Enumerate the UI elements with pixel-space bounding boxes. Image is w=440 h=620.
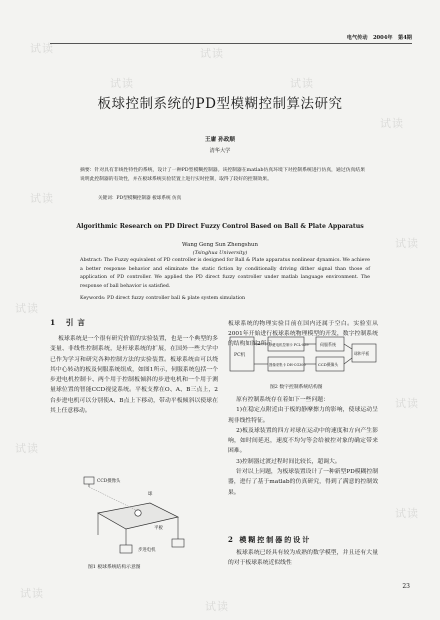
page-number: 23 bbox=[402, 583, 410, 590]
paragraph: 板球系统是一个很有研究价值的实验装置，也是一个典型的多变量、非线性控制系统，是杆球系统的扩展，在国外一些大学中已作为学习和研究各种控制方法的实验装置。板球系统由可以绕其中心转动的板及伺服系统组成，如图1所示，伺服系统包括一个步进电机控制卡、两个用于控制板倾斜的步进电机和一个用于测量球位置的智能CCD视觉系统。平板支撑在O、A、B三点上，2台步进电机可以分别使A、B点上下移动，带动平板倾斜以使球在其上任意移动。 bbox=[50, 336, 218, 415]
watermark: 试读 bbox=[380, 117, 404, 130]
title-cn: 板球控制系统的PD型模糊控制算法研究 bbox=[97, 96, 343, 112]
figure-1-caption: 图1 板球系统结构示意图 bbox=[88, 565, 141, 570]
watermark: 试读 bbox=[395, 237, 419, 250]
paragraph: 原有控制系统存在着如下一些问题： bbox=[236, 397, 329, 403]
watermark: 试读 bbox=[30, 42, 54, 55]
watermark: 试读 bbox=[20, 587, 44, 600]
fig2-label: PC机 bbox=[234, 353, 246, 358]
figure-2-diagram bbox=[228, 334, 378, 376]
figure-1-diagram bbox=[78, 473, 198, 555]
keywords-en: Keywords: PD direct fuzzy controller ball & plate system simulation bbox=[80, 296, 246, 301]
fig1-label: 步进电机 bbox=[138, 548, 156, 553]
watermark: 试读 bbox=[395, 507, 419, 520]
watermark: 试读 bbox=[15, 442, 39, 455]
section-title: 模糊控制器的设计 bbox=[239, 535, 312, 544]
title-en: Algorithmic Research on PD Direct Fuzzy Control Based on Ball & Plate Apparatus bbox=[76, 223, 364, 230]
paragraph: 板球系统的物理实验目前在国内还属于空白。实验室从2001年开始进行板球系统物理模型的开发，数字控制系统的结构如图2所示。 bbox=[228, 320, 378, 347]
header-rule bbox=[50, 43, 412, 44]
paragraph: 3)控制器过渡过程时间比较长，超调大。 bbox=[236, 458, 341, 465]
section-number: 2 bbox=[228, 535, 235, 544]
paragraph: 1)在稳定点附近由于板的静摩擦力的影响，使球运动呈现非线性特征。 bbox=[228, 407, 378, 424]
fig1-label: 球 bbox=[148, 492, 153, 497]
abstract-cn: 摘要：针对具有非线性特性的系统，设计了一种PD型模糊控制器。该控制器在matlab仿真环境下对控制系统进行仿真，通过仿真结果说明此控制器的有效性，并在板球系统实验装置上进行实时控制，取得了较好的控制效果。 bbox=[80, 168, 365, 182]
paragraph: 板球系统已经具有较为成熟的数学模型，并且还有大量的对于板球系统近似线性 bbox=[228, 550, 378, 567]
ball bbox=[135, 510, 141, 516]
section-title: 引言 bbox=[65, 318, 89, 327]
fig1-label: CCD摄像头 bbox=[97, 479, 121, 484]
fig1-label: 平板 bbox=[154, 526, 163, 531]
journal-issue: 第4期 bbox=[398, 35, 412, 41]
journal-year: 2004年 bbox=[372, 35, 393, 41]
fig2-label: 球和平板 bbox=[354, 351, 370, 356]
authors-cn: 王庸 孙政顺 bbox=[205, 137, 235, 143]
watermark: 试读 bbox=[290, 77, 314, 90]
running-header bbox=[347, 34, 412, 41]
watermark: 试读 bbox=[110, 77, 134, 90]
stepper-motor bbox=[172, 539, 184, 547]
stepper-motor bbox=[120, 545, 132, 553]
right-column-bottom bbox=[228, 548, 378, 569]
abstract-en: Abstract: The Fuzzy equivalent of PD controller is designed for Ball & Plate apparatus nonlinear dynamics. We achieve a better response behavior and eliminate the static fiction by conditionally driving dither signal than those of application of PD controller. We applied the PD direct fuzzy controller under matlab language environment. The response of ball behavior is satisfied. bbox=[80, 258, 370, 289]
ccd-camera bbox=[84, 477, 94, 487]
figure-2-caption: 图2 数字控制系统结构图 bbox=[270, 385, 323, 390]
paragraph: 针对以上问题，为板球装置设计了一种新型PD模糊控制器，进行了基于matlab的仿真研究，得到了满意的控制效果。 bbox=[228, 469, 378, 496]
paragraph: 2)板及球装置的四方对球在运动中的速度和方向产生影响，如时间延迟，速度不均匀等会给被控对象的确定带来困难。 bbox=[228, 427, 378, 455]
journal-name: 电气传动 bbox=[346, 35, 368, 41]
fig2-label: 图像采集卡 DH-CG300 bbox=[269, 363, 306, 367]
watermark: 试读 bbox=[200, 47, 224, 60]
section-number: 1 bbox=[50, 318, 60, 327]
fig2-label: 步进电机控制卡 PCL-839 bbox=[269, 343, 309, 347]
section-heading bbox=[228, 535, 311, 545]
watermark: 试读 bbox=[15, 302, 39, 315]
fig2-label: 伺服系统 bbox=[320, 342, 336, 347]
left-column bbox=[50, 334, 218, 416]
authors-en: Wang Geng Sun Zhengshun bbox=[182, 242, 258, 248]
keywords-cn: 关键词：PD型模糊控制器 板球系统 仿真 bbox=[98, 196, 182, 201]
fig2-label: CCD摄像头 bbox=[318, 362, 339, 367]
watermark: 试读 bbox=[205, 600, 229, 613]
right-column-middle bbox=[228, 395, 378, 498]
watermark: 试读 bbox=[395, 397, 419, 410]
watermark: 试读 bbox=[30, 192, 54, 205]
affiliation-cn: 清华大学 bbox=[209, 148, 231, 154]
section-heading bbox=[50, 317, 89, 328]
affiliation-en: (Tsinghua University) bbox=[192, 250, 248, 256]
